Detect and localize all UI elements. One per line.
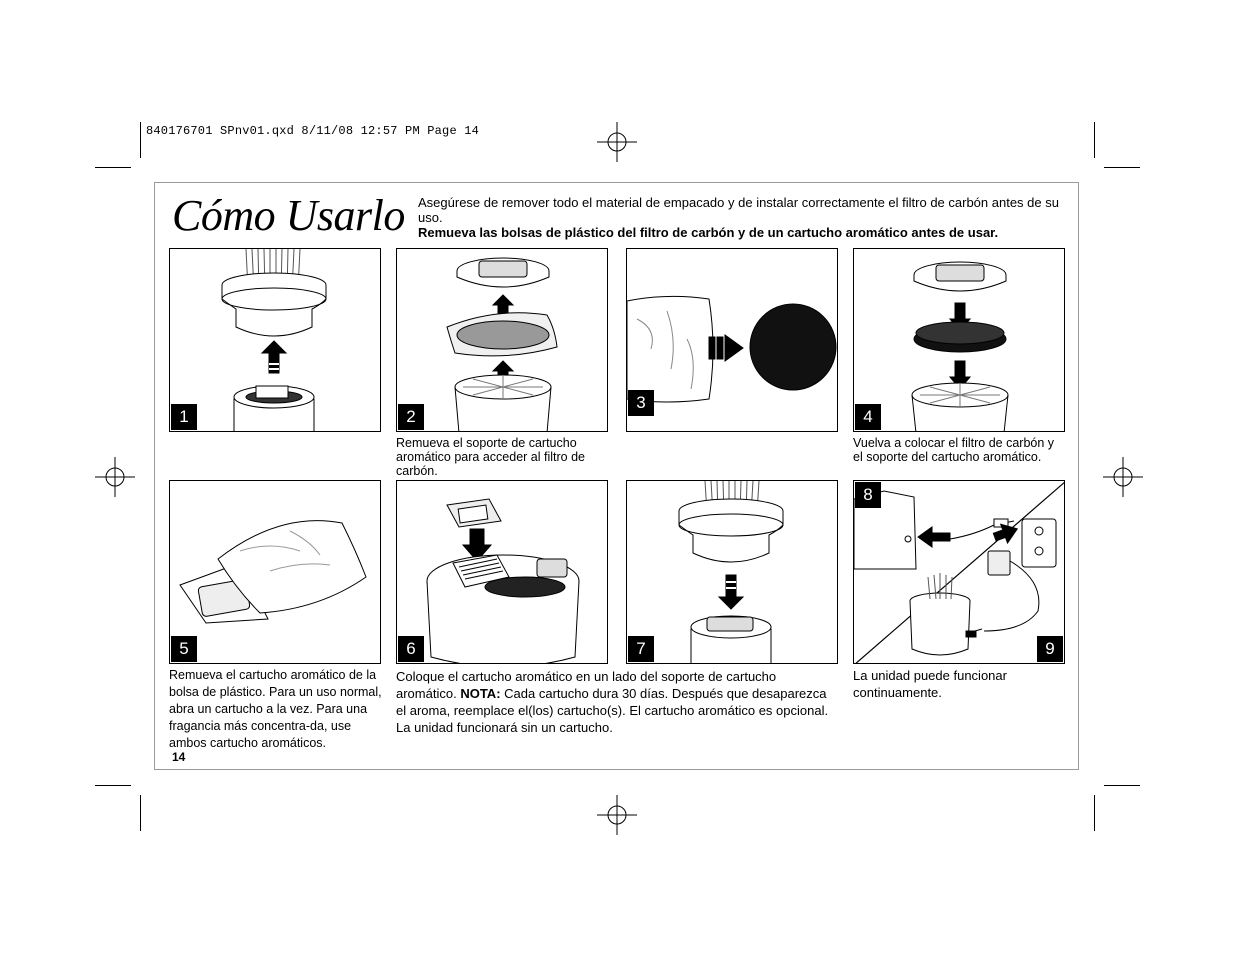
- crop-mark: [95, 167, 131, 168]
- intro-text: [418, 195, 1068, 240]
- caption-step-8: La unidad puede funcionar continuamente.: [853, 668, 1007, 700]
- crop-mark: [1094, 795, 1095, 831]
- caption-step-6-part-2: Cada cartucho dura 30 días. Después que desaparezca el aroma, reemplace el(los) cartucho(s). El cartucho aromático es opcional. La unidad funcionará sin un cartucho.: [396, 686, 829, 735]
- step-2-illustration: [397, 249, 608, 432]
- page-title: Cómo Usarlo: [172, 191, 405, 240]
- step-number: 8: [855, 482, 881, 508]
- step-1-illustration: [170, 249, 381, 432]
- step-number: 2: [398, 404, 424, 430]
- step-number: 7: [628, 636, 654, 662]
- registration-mark-icon: [597, 122, 637, 162]
- step-7-illustration: [627, 481, 838, 664]
- step-3-panel: [626, 248, 838, 432]
- step-6-panel: [396, 480, 608, 664]
- crop-mark: [95, 785, 131, 786]
- crop-mark: [1104, 167, 1140, 168]
- step-4-panel: [853, 248, 1065, 432]
- page-number: 14: [172, 750, 186, 764]
- step-5-panel: [169, 480, 381, 664]
- step-7-panel: [626, 480, 838, 664]
- crop-mark: [140, 795, 141, 831]
- caption-step-6-nota: NOTA:: [460, 686, 501, 701]
- step-number: 6: [398, 636, 424, 662]
- crop-mark: [1104, 785, 1140, 786]
- crop-mark: [1094, 122, 1095, 158]
- step-6-illustration: [397, 481, 608, 664]
- step-2-panel: [396, 248, 608, 432]
- intro-line-1: Asegúrese de remover todo el material de empacado y de instalar correctamente el filtro de carbón antes de su uso.: [418, 195, 1059, 225]
- caption-step-6: [396, 668, 836, 736]
- crop-mark: [140, 122, 141, 158]
- step-5-illustration: [170, 481, 381, 664]
- step-1-panel: [169, 248, 381, 432]
- file-slug: 840176701 SPnv01.qxd 8/11/08 12:57 PM Page 14: [146, 124, 480, 138]
- step-number: 4: [855, 404, 881, 430]
- step-number: 1: [171, 404, 197, 430]
- registration-mark-icon: [597, 795, 637, 835]
- caption-step-4: Vuelva a colocar el filtro de carbón y el soporte del cartucho aromático.: [853, 436, 1055, 464]
- step-number: 9: [1037, 636, 1063, 662]
- caption-step-2: Remueva el soporte de cartucho aromático para acceder al filtro de carbón.: [396, 436, 585, 478]
- step-number: 5: [171, 636, 197, 662]
- step-8-9-illustration: [854, 481, 1065, 664]
- step-3-illustration: [627, 249, 838, 432]
- step-8-9-panel: [853, 480, 1065, 664]
- caption-step-5: Remueva el cartucho aromático de la bolsa de plástico. Para un uso normal, abra un cartucho a la vez. Para una fragancia más concentra-da, use ambos cartucho aromáticos.: [169, 668, 382, 750]
- registration-mark-icon: [1103, 457, 1143, 497]
- intro-line-2: Remueva las bolsas de plástico del filtro de carbón y de un cartucho aromático antes de usar.: [418, 225, 999, 240]
- step-number: 3: [628, 390, 654, 416]
- caption-step-6-part-1: Coloque el cartucho aromático en un lado del soporte de cartucho aromático.: [396, 669, 777, 701]
- step-4-illustration: [854, 249, 1065, 432]
- registration-mark-icon: [95, 457, 135, 497]
